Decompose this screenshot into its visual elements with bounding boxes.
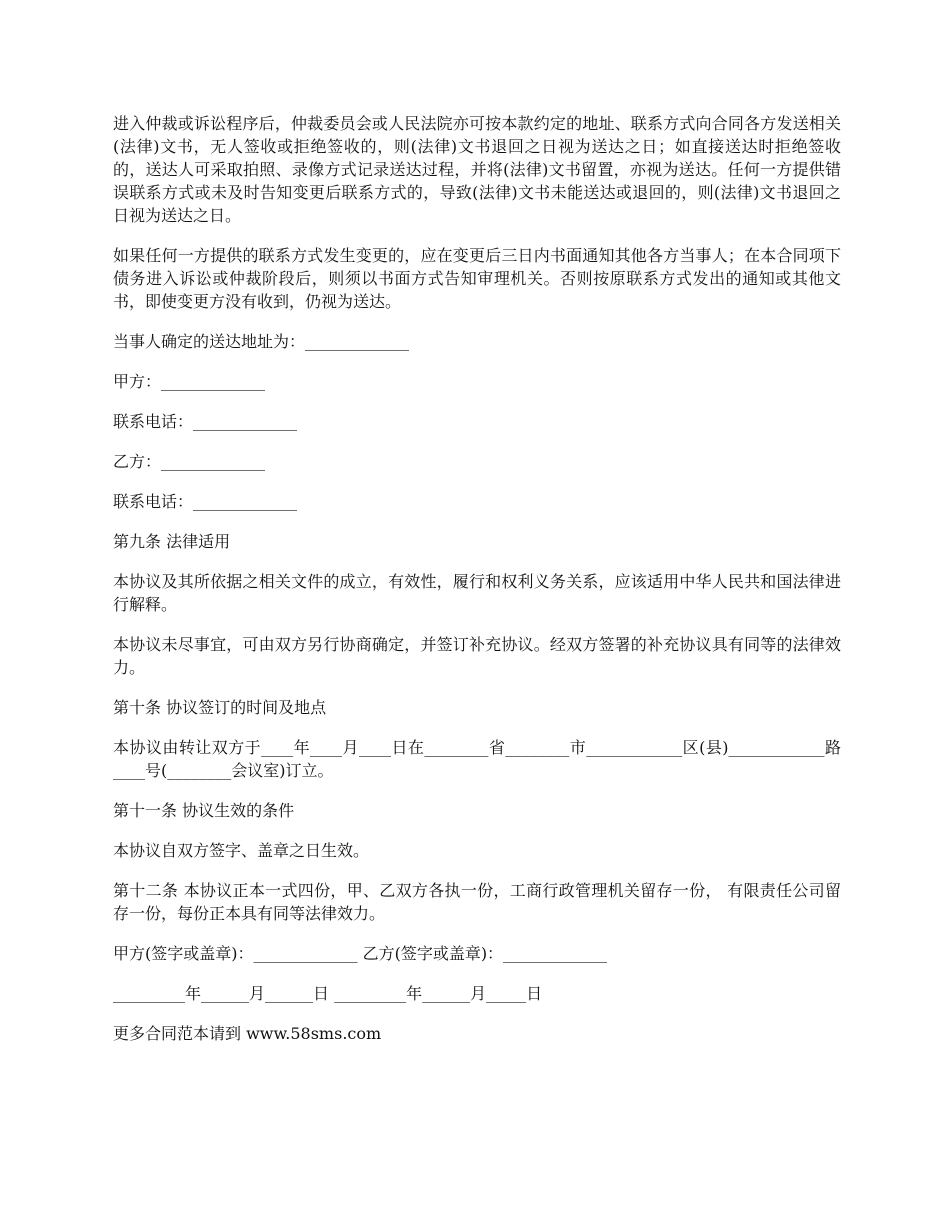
party-b-phone-line: 联系电话：_____________ <box>113 492 298 511</box>
article-11-heading: 第十一条 协议生效的条件 <box>113 801 295 820</box>
article-9-paragraph-law: 本协议及其所依据之相关文件的成立，有效性，履行和权利义务关系，应该适用中华人民共和国法律进行解释。 <box>113 572 841 614</box>
date-line: _________年______月______日 _________年______月_____日 <box>113 984 543 1003</box>
article-9-paragraph-supplement: 本协议未尽事宜，可由双方另行协商确定，并签订补充协议。经双方签署的补充协议具有同等的法律效力。 <box>113 635 841 677</box>
article-9-heading: 第九条 法律适用 <box>113 532 231 551</box>
paragraph-contact-change: 如果任何一方提供的联系方式发生变更的，应在变更后三日内书面通知其他各方当事人；在本合同项下债务进入诉讼或仲裁阶段后，则须以书面方式告知审理机关。否则按原联系方式发出的通知或其他文书，即使变更方没有收到，仍视为送达。 <box>113 246 841 311</box>
document-body <box>113 112 841 1062</box>
article-10-heading: 第十条 协议签订的时间及地点 <box>113 698 327 717</box>
article-12-paragraph-copies: 第十二条 本协议正本一式四份，甲、乙双方各执一份，工商行政管理机关留存一份， 有限责任公司留存一份，每份正本具有同等法律效力。 <box>113 881 841 923</box>
party-a-line: 甲方：_____________ <box>113 372 266 391</box>
signature-line: 甲方(签字或盖章)：_____________ 乙方(签字或盖章)：_____________ <box>113 944 608 963</box>
article-10-paragraph-signing-place: 本协议由转让双方于____年____月____日在________省________市____________区(县)____________路____号(________会议室)订立。 <box>113 738 841 780</box>
service-address-line: 当事人确定的送达地址为：_____________ <box>113 332 410 351</box>
party-a-phone-line: 联系电话：_____________ <box>113 412 298 431</box>
paragraph-service-of-documents: 进入仲裁或诉讼程序后，仲裁委员会或人民法院亦可按本款约定的地址、联系方式向合同各方发送相关(法律)文书，无人签收或拒绝签收的，则(法律)文书退回之日视为送达之日；如直接送达时拒绝签收的，送达人可采取拍照、录像方式记录送达过程，并将(法律)文书留置，亦视为送达。任何一方提供错误联系方式或未及时告知变更后联系方式的，导致(法律)文书未能送达或退回的，则(法律)文书退回之日视为送达之日。 <box>113 114 841 225</box>
footer-more-templates: 更多合同范本请到 www.58sms.com <box>113 1024 382 1043</box>
article-11-paragraph-effective: 本协议自双方签字、盖章之日生效。 <box>113 841 370 860</box>
party-b-line: 乙方：_____________ <box>113 452 266 471</box>
